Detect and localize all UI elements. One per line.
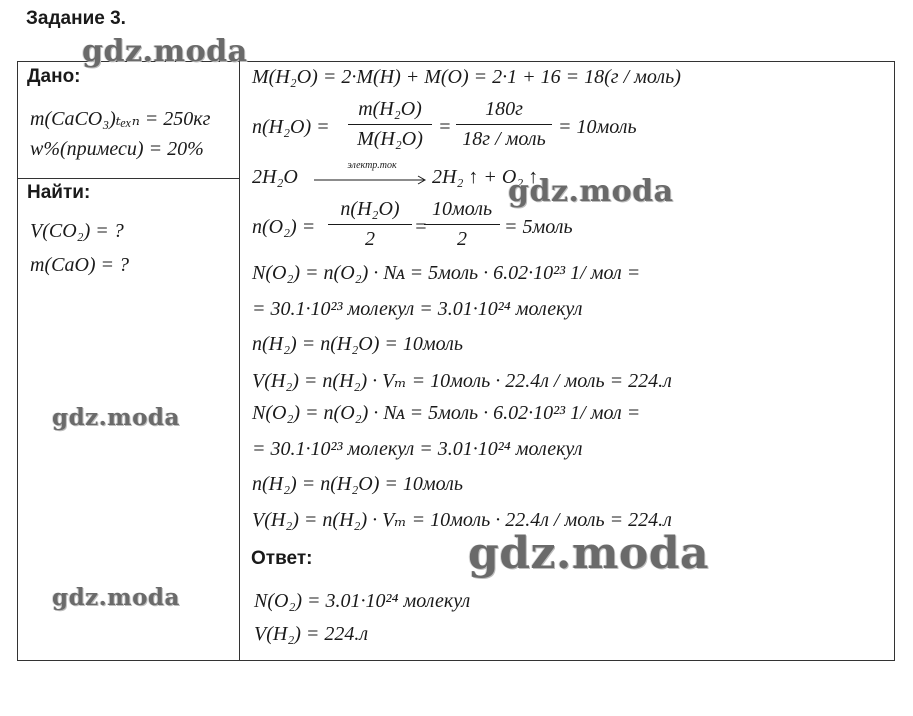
fraction-bar xyxy=(348,124,432,125)
moles-hydrogen-line-repeat: n(H₂) = n(H₂O) = 10моль xyxy=(252,473,463,495)
moles-oxygen-left: n(O₂) = xyxy=(252,216,316,238)
reaction-products: 2H₂ ↑ + O₂ ↑ xyxy=(432,166,539,188)
molecules-oxygen-result-line: = 30.1·10²³ молекул = 3.01·10²⁴ молекул xyxy=(252,298,583,320)
volume-hydrogen-line: V(H₂) = n(H₂) · Vₘ = 10моль · 22.4л / моль = 224.л xyxy=(252,370,672,392)
moles-oxygen-denominator: 2 xyxy=(365,228,375,250)
watermark-logo: gdz.moda xyxy=(52,404,180,431)
given-heading: Дано: xyxy=(27,66,81,87)
given-find-divider xyxy=(18,178,240,179)
find-heading: Найти: xyxy=(27,182,91,203)
moles-water-denominator: M(H₂O) xyxy=(357,128,423,150)
equals-sign: = xyxy=(414,216,428,238)
reaction-arrow-icon xyxy=(312,175,430,185)
fraction-bar xyxy=(456,124,552,125)
moles-numerator: 10моль xyxy=(431,198,493,220)
volume-hydrogen-line-repeat: V(H₂) = n(H₂) · Vₘ = 10моль · 22.4л / моль = 224.л xyxy=(252,509,672,531)
task-title: Задание 3. xyxy=(26,8,126,29)
column-divider xyxy=(239,62,240,660)
moles-denominator: 2 xyxy=(457,228,467,250)
given-line-impurity: w%(примеси) = 20% xyxy=(30,138,204,160)
answer-heading: Ответ: xyxy=(251,548,313,569)
moles-water-numerator: m(H₂O) xyxy=(358,98,422,120)
reaction-condition: электр.ток xyxy=(347,160,397,171)
molar-mass-line: M(H₂O) = 2·M(H) + M(O) = 2·1 + 16 = 18(г / моль) xyxy=(252,66,681,88)
moles-oxygen-result: = 5моль xyxy=(504,216,573,238)
watermark-logo: gdz.moda xyxy=(82,34,248,69)
reaction-reactant: 2H₂O xyxy=(252,166,298,188)
equals-sign: = xyxy=(438,116,452,138)
watermark-logo: gdz.moda xyxy=(468,528,710,579)
solution-table xyxy=(17,61,895,661)
mass-numerator: 180г xyxy=(485,98,523,120)
moles-oxygen-numerator: n(H₂O) xyxy=(340,198,400,220)
find-line-volume: V(CO₂) = ? xyxy=(30,220,124,242)
watermark-logo: gdz.moda xyxy=(52,584,180,611)
find-line-mass: m(CaO) = ? xyxy=(30,254,130,276)
molecules-oxygen-line-repeat: N(O₂) = n(O₂) · Nᴀ = 5моль · 6.02·10²³ 1/ мол = xyxy=(252,402,641,424)
answer-volume: V(H₂) = 224.л xyxy=(254,623,369,645)
moles-hydrogen-line: n(H₂) = n(H₂O) = 10моль xyxy=(252,333,463,355)
molar-mass-denominator: 18г / моль xyxy=(462,128,546,150)
molecules-oxygen-result-line-repeat: = 30.1·10²³ молекул = 3.01·10²⁴ молекул xyxy=(252,438,583,460)
moles-water-result: = 10моль xyxy=(558,116,637,138)
fraction-bar xyxy=(424,224,500,225)
given-line-mass: m(CaCO₃)ₜₑₓₙ = 250кг xyxy=(30,108,211,130)
answer-molecules: N(O₂) = 3.01·10²⁴ молекул xyxy=(254,590,471,612)
fraction-bar xyxy=(328,224,412,225)
molecules-oxygen-line: N(O₂) = n(O₂) · Nᴀ = 5моль · 6.02·10²³ 1/ мол = xyxy=(252,262,641,284)
moles-water-left: n(H₂O) = xyxy=(252,116,330,138)
watermark-logo: gdz.moda xyxy=(508,174,674,209)
